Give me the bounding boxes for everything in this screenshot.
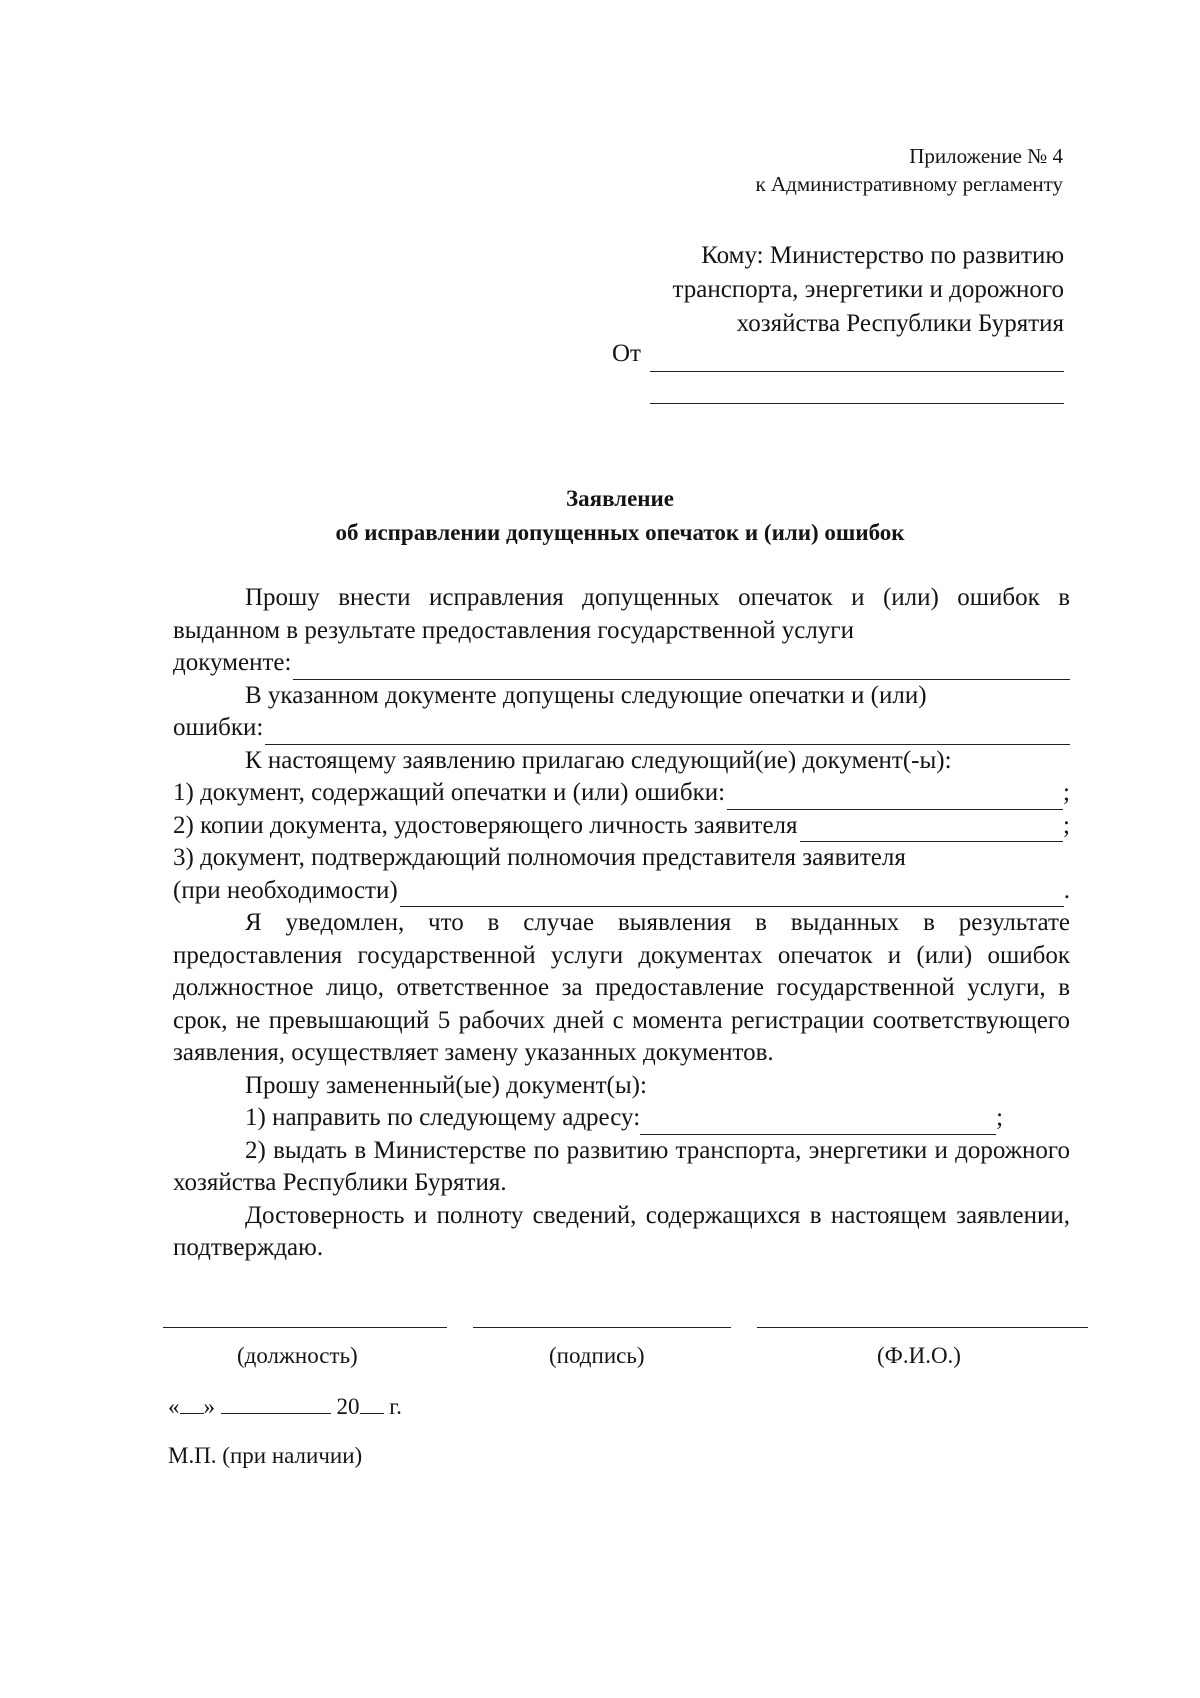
year-line[interactable]	[360, 1393, 384, 1414]
attachment-item-3-line[interactable]	[400, 884, 1064, 907]
option-send-address: 1) направить по следующему адресу: ;	[173, 1102, 1070, 1135]
from-input-line[interactable]	[650, 371, 1064, 372]
full-name-label: (Ф.И.О.)	[877, 1343, 961, 1368]
attachment-item-3: 3) документ, подтверждающий полномочия представителя заявителя	[173, 844, 906, 871]
paragraph-notice: Я уведомлен, что в случае выявления в выданных в результате предоставления государственной услуги документах опечаток и (или) ошибок должностное лицо, ответственное за предоставление государственной услуги, в срок, не превышающий 5 рабочих дней с момента регистрации соответствующего заявления, осуществляет замену указанных документов.	[173, 909, 1070, 1066]
month-line[interactable]	[221, 1393, 331, 1414]
from-label: От	[612, 340, 641, 367]
signature-line[interactable]	[473, 1327, 731, 1328]
addressee-line-2: транспорта, энергетики и дорожного	[672, 276, 1064, 303]
paragraph-replacement: Прошу замененный(ые) документ(ы):	[245, 1071, 647, 1099]
attachment-item-3-cont: (при необходимости) .	[173, 875, 1070, 908]
appendix-reference: к Административному регламенту	[755, 172, 1063, 196]
signature-label: (подпись)	[549, 1343, 645, 1368]
position-label: (должность)	[237, 1343, 358, 1368]
document-title: Заявление	[565, 486, 675, 511]
document-field	[173, 647, 1070, 680]
full-name-line[interactable]	[757, 1327, 1088, 1328]
paragraph-attachments: К настоящему заявлению прилагаю следующий(ие) документ(-ы):	[245, 746, 952, 774]
appendix-number: Приложение № 4	[909, 144, 1063, 168]
addressee-block	[673, 239, 1065, 341]
stamp-place: М.П. (при наличии)	[168, 1443, 363, 1468]
appendix-header	[756, 142, 1063, 198]
errors-field	[173, 712, 1070, 745]
from-input-line-2[interactable]	[650, 403, 1064, 404]
position-line[interactable]	[163, 1327, 447, 1328]
attachment-item-1: 1) документ, содержащий опечатки и (или) ошибки: ;	[173, 777, 1070, 810]
option-issue-ministry: 2) выдать в Министерстве по развитию транспорта, энергетики и дорожного хозяйства Республики Бурятия.	[173, 1136, 1070, 1196]
attachment-item-1-line[interactable]	[727, 787, 1063, 810]
attachment-item-2-line[interactable]	[800, 819, 1064, 842]
errors-field-line[interactable]	[265, 722, 1070, 745]
date-field: « » 20 г.	[168, 1394, 402, 1419]
from-field	[612, 340, 1064, 374]
addressee-line-3: хозяйства Республики Бурятия	[736, 310, 1064, 337]
addressee-line-1: Кому: Министерство по развитию	[701, 242, 1064, 269]
attachment-item-2: 2) копии документа, удостоверяющего личность заявителя ;	[173, 810, 1070, 843]
paragraph-request: Прошу внести исправления допущенных опечаток и (или) ошибок в выданном в результате предоставления государственной услуги	[173, 584, 1070, 644]
document-field-label: документе:	[173, 649, 292, 676]
address-field-line[interactable]	[640, 1112, 996, 1135]
day-line[interactable]	[180, 1393, 204, 1414]
paragraph-errors: В указанном документе допущены следующие опечатки и (или)	[245, 681, 927, 709]
paragraph-confirm: Достоверность и полноту сведений, содержащихся в настоящем заявлении, подтверждаю.	[173, 1201, 1070, 1261]
errors-field-label: ошибки:	[173, 714, 264, 741]
document-field-line[interactable]	[293, 657, 1070, 680]
application-body	[173, 582, 1070, 1265]
document-subtitle: об исправлении допущенных опечаток и (или) ошибок	[335, 520, 905, 545]
